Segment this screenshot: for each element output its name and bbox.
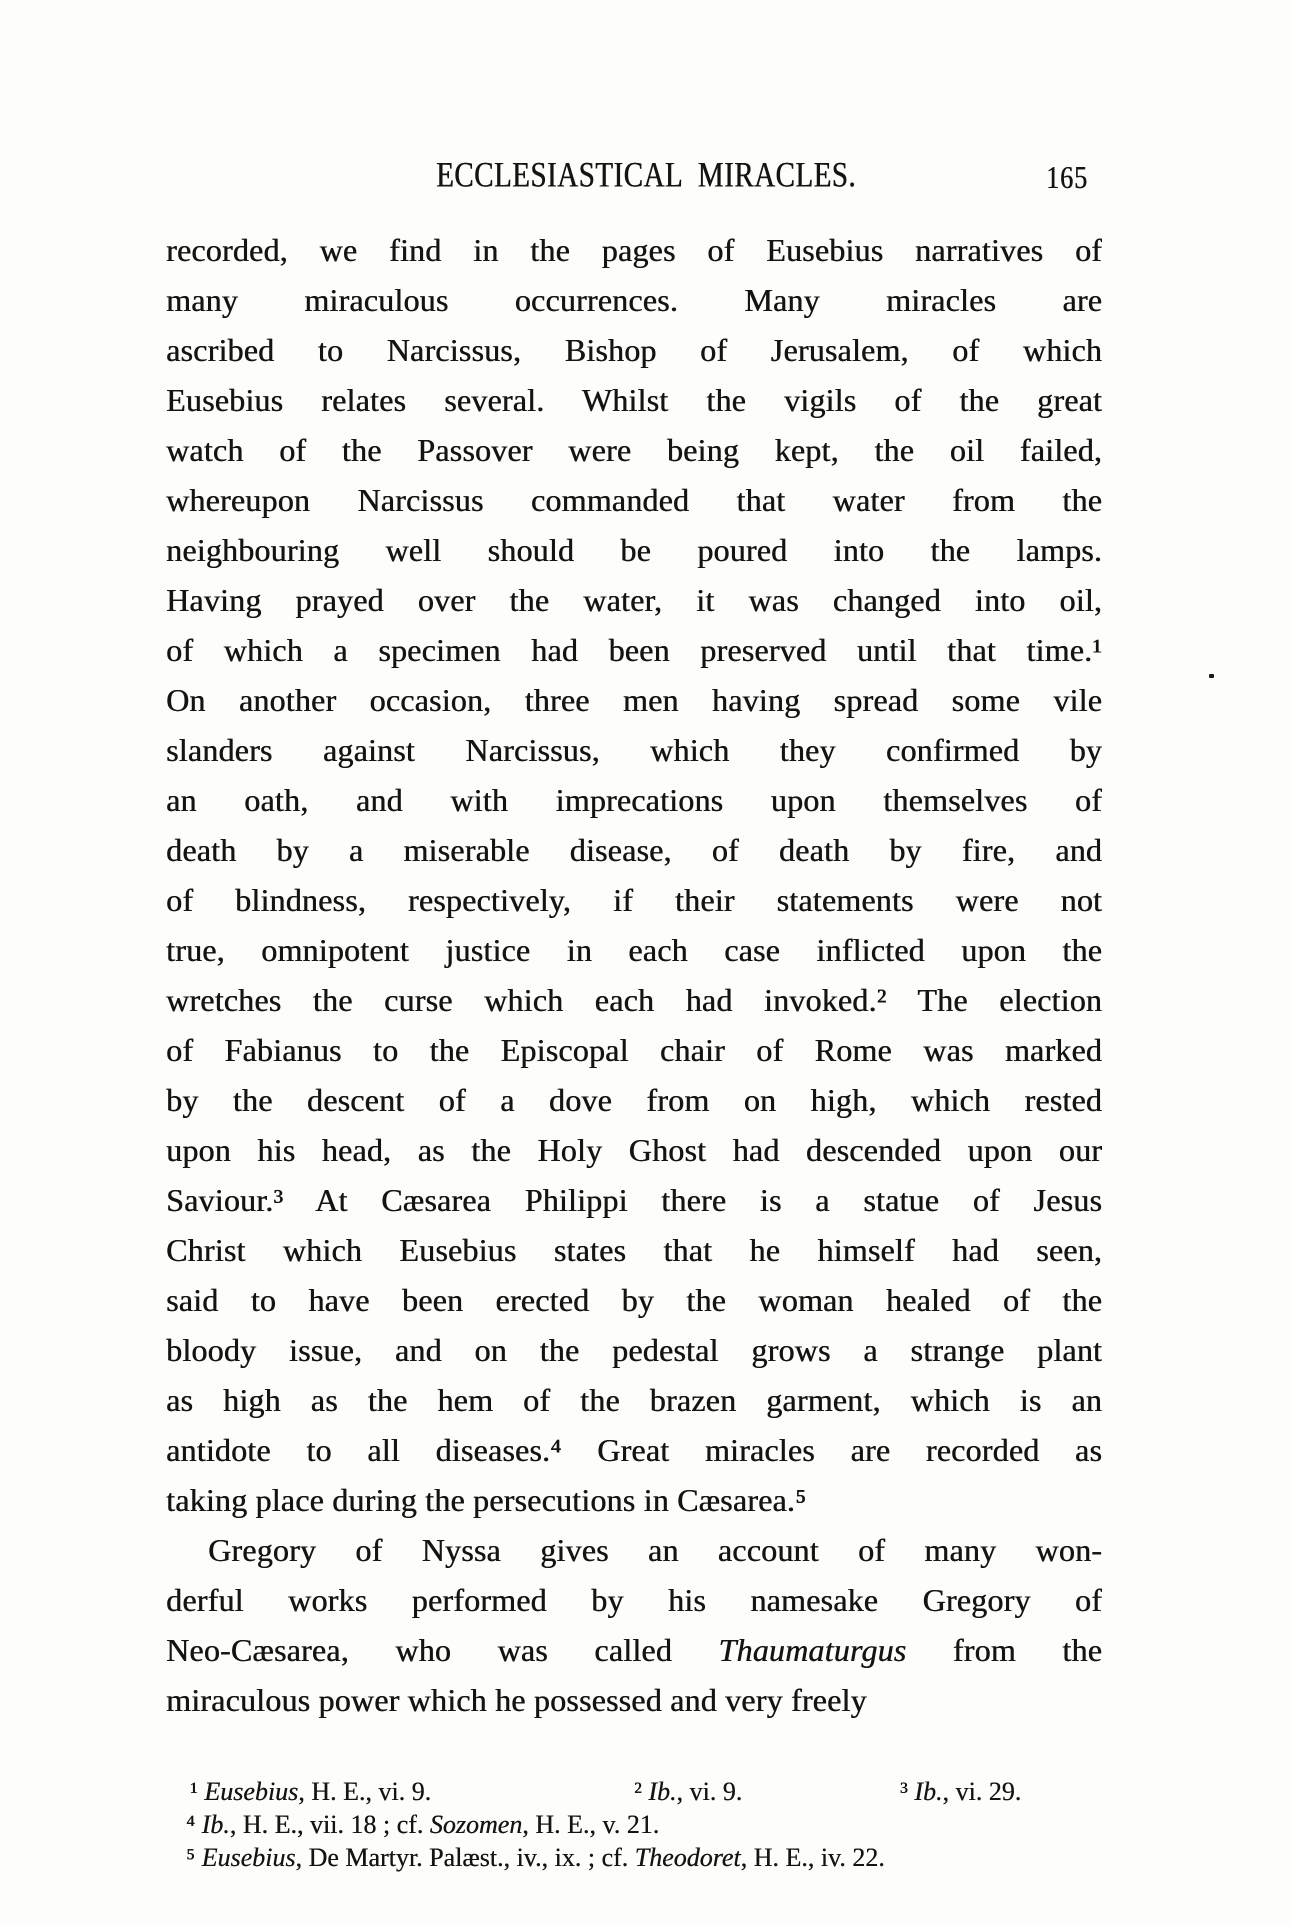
text-line: recorded, we find in the pages of Eusebius narratives of [166, 232, 1102, 268]
text-line: Eusebius relates several. Whilst the vigils of the great [166, 382, 1102, 418]
text-line: wretches the curse which each had invoked.² The election [166, 982, 1102, 1018]
running-header-title: ECCLESIASTICAL MIRACLES. [435, 155, 857, 196]
footnote: ⁵ Eusebius, De Martyr. Palæst., iv., ix. ; cf. Theodoret, H. E., iv. 22. [186, 1843, 885, 1872]
text-line: miraculous power which he possessed and very freely [166, 1682, 867, 1718]
footnote: ³ Ib., vi. 29. [900, 1777, 1022, 1806]
text-line: antidote to all diseases.⁴ Great miracles are recorded as [166, 1432, 1102, 1468]
footnotes [186, 1775, 1102, 1874]
scan-artifact-dot [1209, 674, 1214, 678]
footnote-row [186, 1775, 1102, 1808]
text-line: said to have been erected by the woman healed of the [166, 1282, 1102, 1318]
footnote: ² Ib., vi. 9. [634, 1777, 743, 1806]
text-line: Gregory of Nyssa gives an account of many won- [208, 1532, 1102, 1568]
text-line: derful works performed by his namesake Gregory of [166, 1582, 1102, 1618]
text-line: On another occasion, three men having spread some vile [166, 682, 1102, 718]
text-line: taking place during the persecutions in Cæsarea.⁵ [166, 1482, 807, 1518]
text-line: upon his head, as the Holy Ghost had descended upon our [166, 1132, 1102, 1168]
text-line: death by a miserable disease, of death by fire, and [166, 832, 1102, 868]
text-line: an oath, and with imprecations upon themselves of [166, 782, 1102, 818]
text-line: of Fabianus to the Episcopal chair of Rome was marked [166, 1032, 1102, 1068]
footnote: ¹ Eusebius, H. E., vi. 9. [190, 1777, 432, 1806]
text-line: as high as the hem of the brazen garment, which is an [166, 1382, 1102, 1418]
text-line: Neo-Cæsarea, who was called Thaumaturgus from the [166, 1632, 1102, 1668]
text-line: true, omnipotent justice in each case inflicted upon the [166, 932, 1102, 968]
text-line: watch of the Passover were being kept, the oil failed, [166, 432, 1102, 468]
text-line: Christ which Eusebius states that he himself had seen, [166, 1232, 1102, 1268]
footnote: ⁴ Ib., H. E., vii. 18 ; cf. Sozomen, H. E., v. 21. [186, 1810, 660, 1839]
text-line: Saviour.³ At Cæsarea Philippi there is a statue of Jesus [166, 1182, 1102, 1218]
text-line: whereupon Narcissus commanded that water from the [166, 482, 1102, 518]
text-line: by the descent of a dove from on high, which rested [166, 1082, 1102, 1118]
text-line: Having prayed over the water, it was changed into oil, [166, 582, 1102, 618]
text-line: of blindness, respectively, if their statements were not [166, 882, 1102, 918]
text-line: bloody issue, and on the pedestal grows a strange plant [166, 1332, 1102, 1368]
text-line: neighbouring well should be poured into the lamps. [166, 532, 1102, 568]
page-body-text [166, 225, 1102, 1725]
text-line: slanders against Narcissus, which they confirmed by [166, 732, 1102, 768]
text-line: ascribed to Narcissus, Bishop of Jerusalem, of which [166, 332, 1102, 368]
page-number: 165 [1046, 160, 1088, 196]
running-header [0, 155, 1292, 196]
text-line: many miraculous occurrences. Many miracles are [166, 282, 1102, 318]
text-line: of which a specimen had been preserved until that time.¹ [166, 632, 1102, 668]
